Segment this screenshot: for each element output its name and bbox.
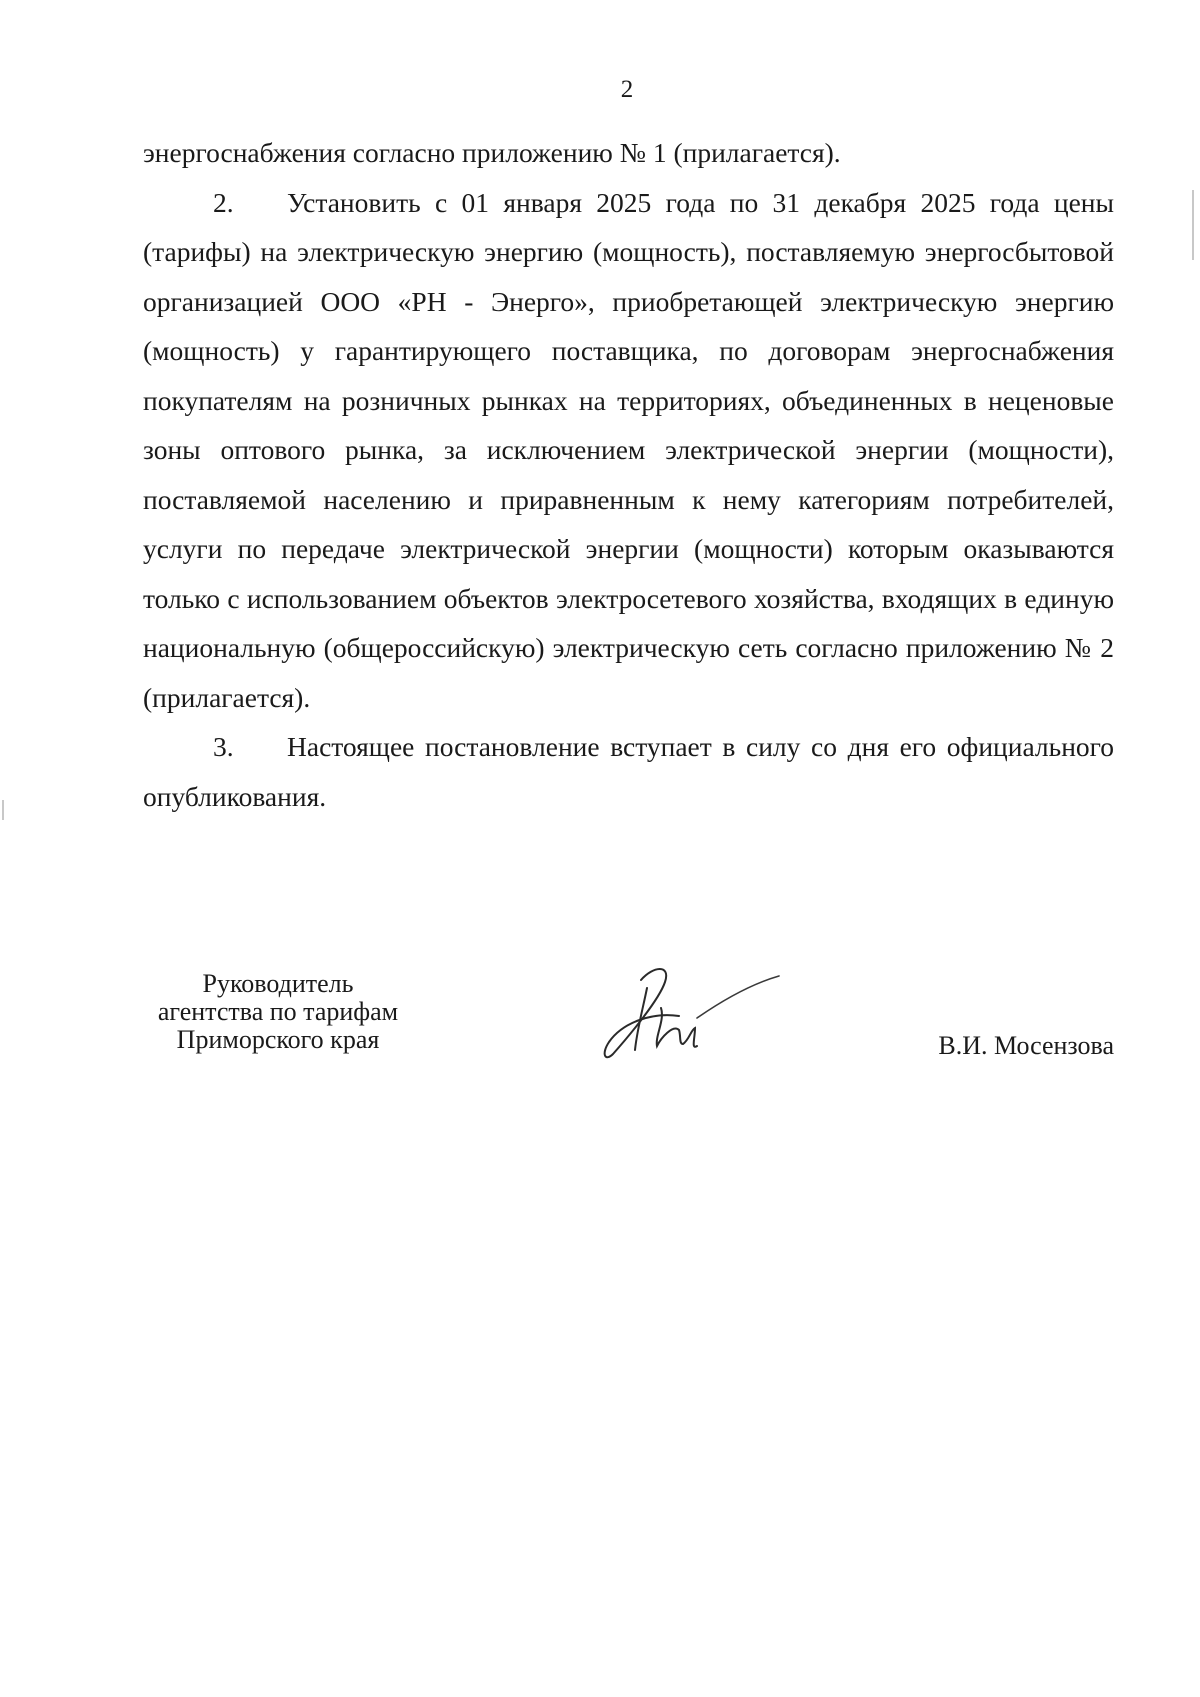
document-body — [143, 128, 1114, 821]
signer-title-line: Приморского края — [176, 1025, 380, 1054]
scan-artifact — [2, 800, 4, 820]
paragraph-number: 2. — [213, 186, 234, 218]
signer-title — [143, 970, 413, 1054]
paragraph-continuation — [143, 128, 1114, 178]
scan-artifact — [1192, 190, 1194, 260]
signature-block — [143, 970, 1114, 1090]
paragraph-text: энергоснабжения согласно приложению № 1 (прилагается). — [143, 137, 841, 168]
handwritten-signature — [583, 958, 783, 1068]
signer-title-line: Руководитель — [202, 969, 354, 998]
signer-title-line: агентства по тарифам — [157, 997, 399, 1026]
page-number: 2 — [620, 76, 634, 103]
signer-name: В.И. Мосензова — [938, 1031, 1114, 1060]
paragraph-text: Установить с 01 января 2025 года по 31 декабря 2025 года цены (тарифы) на электрическую энергию (мощность), поставляемую энергосбытовой организацией ООО «РН - Энерго», приобретающей электрическую энергию (мощность) у гарантирующего поставщика, по договорам энергоснабжения покупателям на розничных рынках на территориях, объединенных в неценовые зоны оптового рынка, за исключением электрической энергии (мощности), поставляемой населению и приравненным к нему категориям потребителей, услуги по передаче электрической энергии (мощности) которым оказываются только с использованием объектов электросетевого хозяйства, входящих в единую национальную (общероссийскую) электрическую сеть согласно приложению № 2 (прилагается). — [143, 186, 1114, 713]
paragraph-text: Настоящее постановление вступает в силу со дня его официального опубликования. — [143, 731, 1114, 812]
paragraph-2 — [143, 178, 1114, 723]
paragraph-number: 3. — [213, 731, 234, 762]
paragraph-3 — [143, 722, 1114, 821]
